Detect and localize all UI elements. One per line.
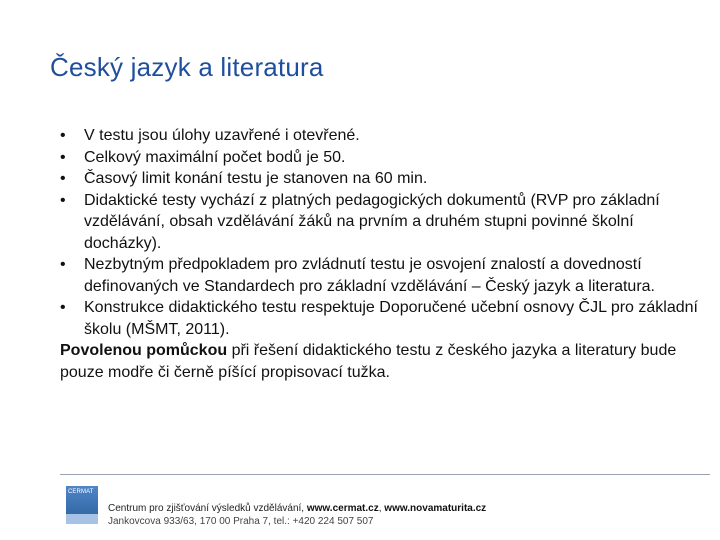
footer-text bbox=[108, 502, 486, 528]
slide-content bbox=[60, 125, 700, 383]
bullet-marker: • bbox=[60, 127, 66, 144]
novamaturita-link[interactable]: www.novamaturita.cz bbox=[384, 503, 487, 514]
bullet-list bbox=[60, 125, 700, 340]
bullet-text: Didaktické testy vychází z platných pedagogických dokumentů (RVP pro základní vzdělávání, obsah vzdělávání žáků na prvním a druhém stupni povinné školní docházky). bbox=[84, 191, 660, 252]
footer-org-name: Centrum pro zjišťování výsledků vzdělávání, bbox=[108, 503, 307, 514]
bullet-item bbox=[60, 254, 700, 297]
bullet-item bbox=[60, 125, 700, 147]
bullet-marker: • bbox=[60, 170, 66, 187]
bullet-text: Časový limit konání testu je stanoven na 60 min. bbox=[84, 170, 428, 187]
bullet-marker: • bbox=[60, 299, 66, 316]
allowed-aid-label: Povolenou pomůckou bbox=[60, 342, 228, 359]
bullet-marker: • bbox=[60, 256, 66, 273]
allowed-aid-note bbox=[60, 340, 700, 383]
bullet-item bbox=[60, 297, 700, 340]
slide-title: Český jazyk a literatura bbox=[50, 52, 324, 82]
logo-band bbox=[66, 514, 98, 524]
footer-address: Jankovcova 933/63, 170 00 Praha 7, tel.: +420 224 507 507 bbox=[108, 516, 374, 527]
bullet-text: Celkový maximální počet bodů je 50. bbox=[84, 148, 346, 166]
logo-wordmark: CERMAT bbox=[68, 489, 94, 495]
bullet-text: Nezbytným předpokladem pro zvládnutí testu je osvojení znalostí a dovedností definovaných ve Standardech pro základní vzdělávání – Český jazyk a literatura. bbox=[84, 256, 655, 295]
bullet-item bbox=[60, 147, 700, 169]
footer-divider bbox=[60, 474, 710, 475]
bullet-marker: • bbox=[60, 191, 66, 209]
bullet-item bbox=[60, 190, 700, 255]
allowed-aid-text: při řešení didaktického testu z českého jazyka a literatury bude pouze modře či černě píšící propisovací tužka. bbox=[60, 342, 677, 381]
cermat-link[interactable]: www.cermat.cz bbox=[306, 503, 379, 514]
footer-separator: , bbox=[378, 503, 385, 514]
cermat-logo bbox=[66, 486, 98, 524]
bullet-text: V testu jsou úlohy uzavřené i otevřené. bbox=[84, 127, 360, 144]
bullet-text: Konstrukce didaktického testu respektuje Doporučené učební osnovy ČJL pro základní školu (MŠMT, 2011). bbox=[84, 299, 698, 338]
bullet-marker: • bbox=[60, 148, 66, 166]
footer-line-1 bbox=[108, 502, 486, 515]
bullet-item bbox=[60, 168, 700, 190]
